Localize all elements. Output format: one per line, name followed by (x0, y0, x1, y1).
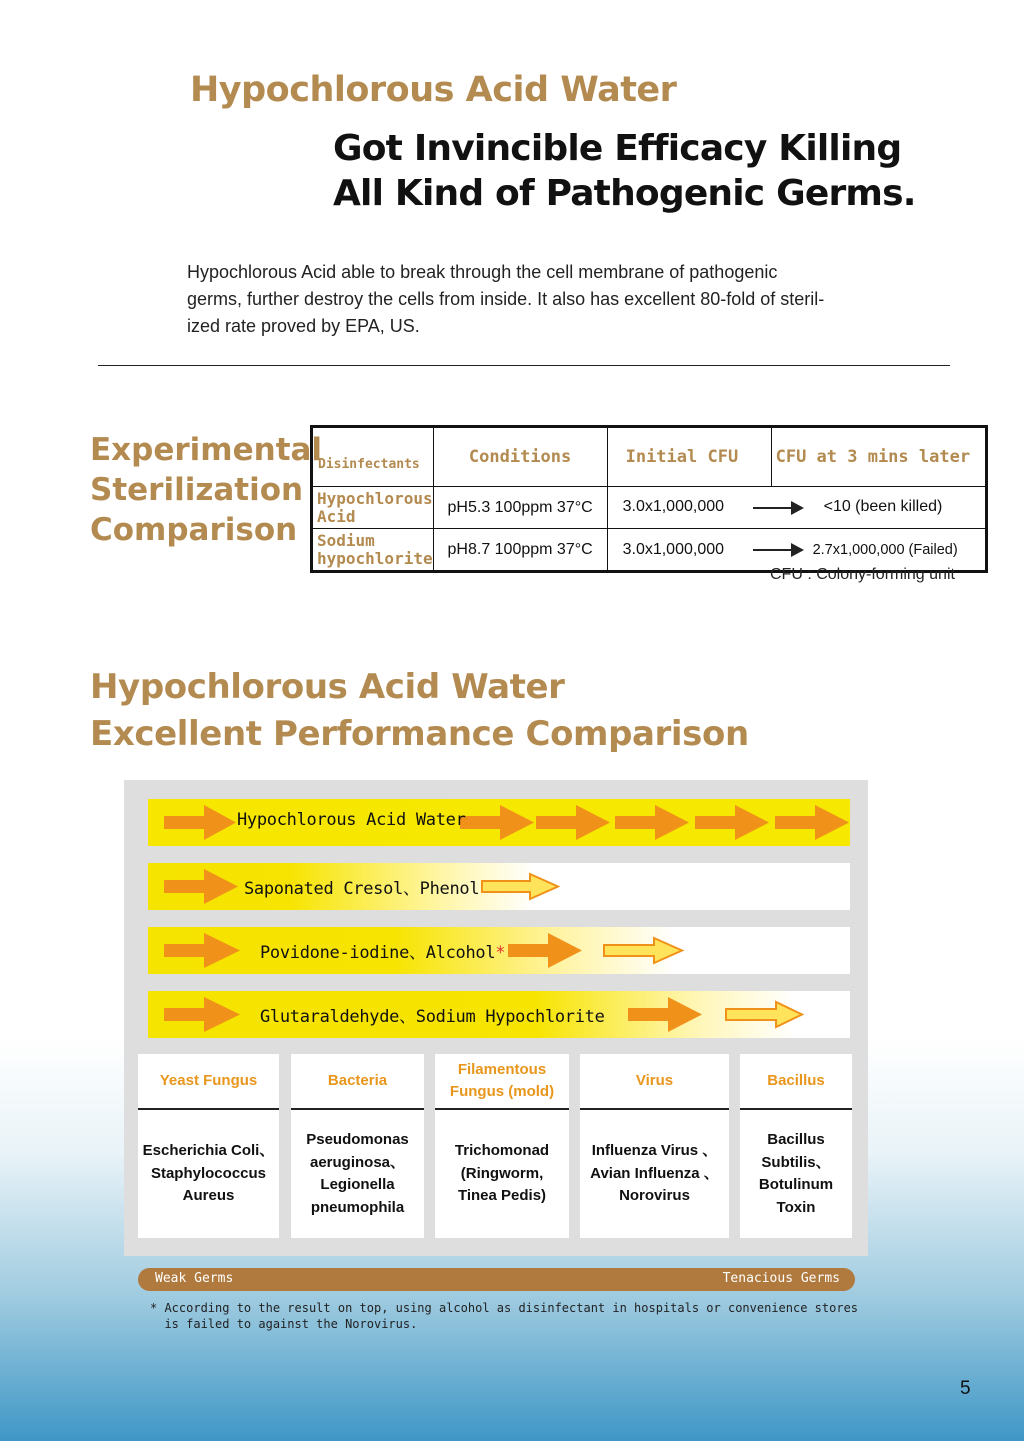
arrow-icon (775, 805, 849, 840)
arrow-line (753, 549, 791, 551)
arrow-outline-icon (726, 1002, 802, 1027)
arrow-icon (460, 805, 534, 840)
germ-column-body (435, 1110, 569, 1238)
bar-label: Hypochlorous Acid Water (237, 810, 466, 830)
germ-column (291, 1054, 424, 1238)
germ-name: Aureus (182, 1187, 235, 1205)
germ-name: Pseudomonas (306, 1131, 409, 1148)
section-title: Hypochlorous Acid Water (90, 667, 565, 707)
performance-bar (148, 927, 850, 974)
column-header: CFU at 3 mins later (771, 427, 986, 487)
subtitle-line-1: Got Invincible Efficacy Killing (333, 128, 902, 169)
arrow-right-icon (791, 543, 804, 557)
germ-name: pneumophila (310, 1198, 405, 1216)
conditions-cell: pH5.3 100ppm 37°C (433, 487, 607, 529)
asterisk-mark: * (495, 943, 506, 963)
bar-label: Glutaraldehyde、Sodium Hypochlorite (260, 1007, 605, 1027)
germ-name: Bacillus (767, 1131, 825, 1148)
footnote-line: is failed to against the Norovirus. (150, 1317, 418, 1331)
intro-line: germs, further destroy the cells from inside. It also has excellent 80-fold of steril- (187, 289, 825, 309)
germ-column (580, 1054, 729, 1238)
germ-header-line: Virus (635, 1072, 674, 1089)
germ-column-header (138, 1054, 279, 1110)
page-title: Hypochlorous Acid Water (190, 70, 677, 110)
arrow-icon (615, 805, 689, 840)
scale-left-label: Weak Germs (155, 1271, 234, 1286)
bar-label-text: Povidone-iodine、Alcohol (260, 943, 496, 963)
column-header: Conditions (433, 427, 607, 487)
arrow-right-icon (791, 501, 804, 515)
intro-paragraph (187, 259, 897, 340)
germ-name: Staphylococcus (150, 1164, 267, 1182)
germ-scale-bar (138, 1268, 855, 1291)
germ-column-header (740, 1054, 852, 1110)
germ-name: Trichomonad (454, 1142, 550, 1160)
arrow-icon (508, 933, 582, 968)
table-row (312, 487, 987, 529)
intro-line: Hypochlorous Acid able to break through the cell membrane of pathogenic (187, 262, 778, 282)
germ-header-line: Yeast Fungus (159, 1072, 258, 1089)
germ-name: aeruginosa、 (309, 1153, 406, 1171)
section-heading: Sterilization (90, 472, 304, 508)
germ-name: Avian Influenza 、 (590, 1164, 719, 1182)
germ-name: Subtilis、 (761, 1153, 831, 1171)
germ-name: Tinea Pedis) (457, 1187, 547, 1205)
germ-header-line: Bacillus (767, 1072, 825, 1089)
column-header: Disinfectants (312, 427, 434, 487)
section-heading: Comparison (90, 512, 298, 548)
arrow-icon (695, 805, 769, 840)
performance-bar (148, 863, 850, 910)
after-cfu: <10 (been killed) (823, 498, 943, 515)
germ-column (138, 1054, 279, 1238)
after-cfu: 2.7x1,000,000 (Failed) (812, 542, 958, 558)
divider (98, 365, 950, 366)
germ-column (740, 1054, 852, 1238)
arrow-icon (628, 997, 702, 1032)
bar-label (260, 938, 505, 963)
footnote-line: * According to the result on top, using alcohol as disinfectant in hospitals or convenience stores (150, 1301, 859, 1315)
germ-column-header (435, 1054, 569, 1110)
germ-header-line: Bacteria (327, 1072, 388, 1089)
germ-name: Legionella (320, 1176, 395, 1193)
arrow-icon (164, 933, 240, 968)
intro-line: ized rate proved by EPA, US. (187, 316, 420, 336)
germ-column-body (138, 1110, 279, 1238)
germ-column-body (291, 1110, 424, 1238)
arrow-icon (164, 805, 236, 840)
bar-label: Saponated Cresol、Phenol (244, 879, 480, 899)
table-header-row (312, 427, 987, 487)
disinfectant-cell (312, 529, 434, 572)
column-header: Initial CFU (607, 427, 771, 487)
arrow-icon (536, 805, 610, 840)
arrow-outline-icon (604, 938, 682, 963)
section-title: Excellent Performance Comparison (90, 714, 749, 754)
germ-header-line: Fungus (mold) (449, 1083, 555, 1100)
page-number: 5 (960, 1378, 971, 1399)
germ-name: Toxin (776, 1198, 816, 1216)
subtitle-line-2: All Kind of Pathogenic Germs. (333, 173, 916, 214)
performance-bar (148, 799, 850, 846)
germ-column-body (580, 1110, 729, 1238)
initial-cfu: 3.0x1,000,000 (622, 541, 725, 558)
section-heading: Experimental (90, 432, 323, 468)
disinfectant-cell (312, 487, 434, 529)
germ-column-header (580, 1054, 729, 1110)
germ-column-body (740, 1110, 852, 1238)
germ-name: Norovirus (619, 1187, 690, 1205)
disinfectant-name: Hypochlorous (317, 488, 433, 508)
arrow-line (753, 507, 791, 509)
germ-name: Influenza Virus 、 (591, 1142, 718, 1160)
conditions-cell: pH8.7 100ppm 37°C (433, 529, 607, 572)
scale-right-label: Tenacious Germs (722, 1271, 840, 1286)
germ-column (435, 1054, 569, 1238)
germ-name: (Ringworm, (460, 1164, 544, 1182)
disinfectant-name: Sodium (317, 530, 375, 550)
disinfectant-name: Acid (317, 506, 356, 526)
footnote (150, 1300, 858, 1332)
arrow-outline-icon (482, 874, 558, 899)
arrow-icon (164, 869, 238, 904)
initial-cfu: 3.0x1,000,000 (622, 498, 725, 515)
cfu-cell (607, 487, 986, 529)
germ-name: Botulinum (758, 1176, 834, 1193)
germ-column-header (291, 1054, 424, 1110)
germ-header-line: Filamentous (457, 1061, 547, 1078)
disinfectant-name: hypochlorite (317, 548, 433, 568)
cfu-footnote: CFU : Colony-forming unit (770, 566, 955, 583)
germ-name: Escherichia Coli、 (142, 1142, 275, 1160)
arrow-icon (164, 997, 240, 1032)
performance-bar (148, 991, 850, 1038)
sterilization-table (310, 425, 988, 573)
